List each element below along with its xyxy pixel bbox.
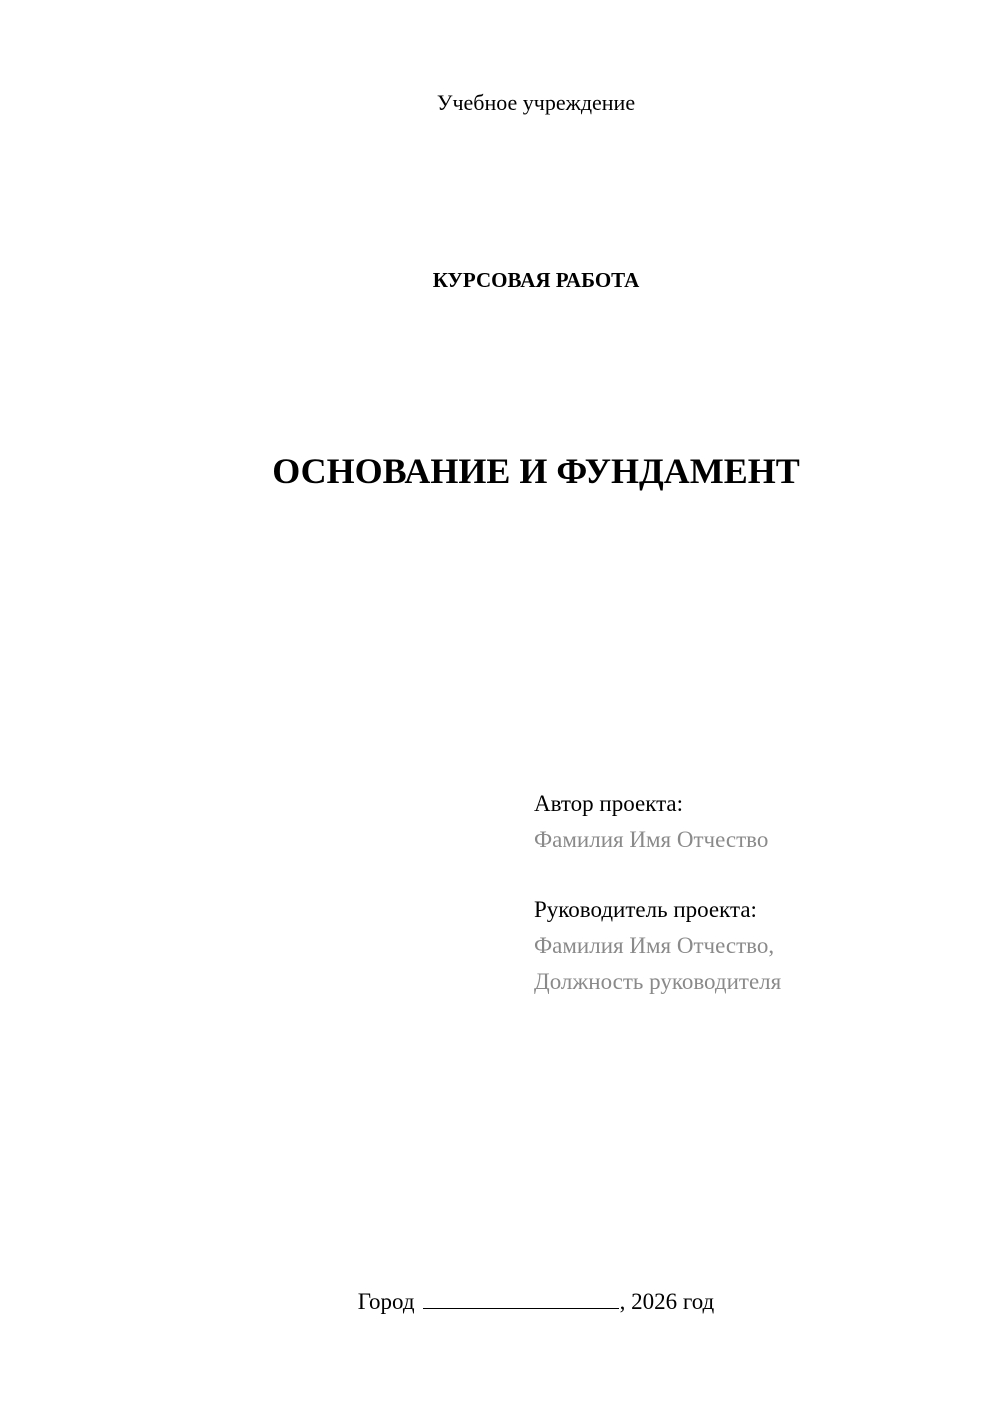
year-text: , 2026 год [619, 1289, 715, 1314]
city-blank-line [423, 1288, 619, 1309]
author-block [534, 786, 974, 858]
supervisor-name: Фамилия Имя Отчество, [534, 933, 775, 958]
author-name: Фамилия Имя Отчество [534, 827, 769, 852]
document-title: ОСНОВАНИЕ И ФУНДАМЕНТ [272, 451, 800, 491]
supervisor-position: Должность руководителя [534, 969, 782, 994]
city-label: Город [357, 1289, 415, 1314]
supervisor-block [534, 892, 974, 1000]
city-year-line [0, 1288, 1000, 1315]
document-type: КУРСОВАЯ РАБОТА [432, 268, 640, 292]
author-label: Автор проекта: [534, 791, 683, 816]
institution-name: Учебное учреждение [436, 90, 636, 115]
supervisor-label: Руководитель проекта: [534, 897, 757, 922]
